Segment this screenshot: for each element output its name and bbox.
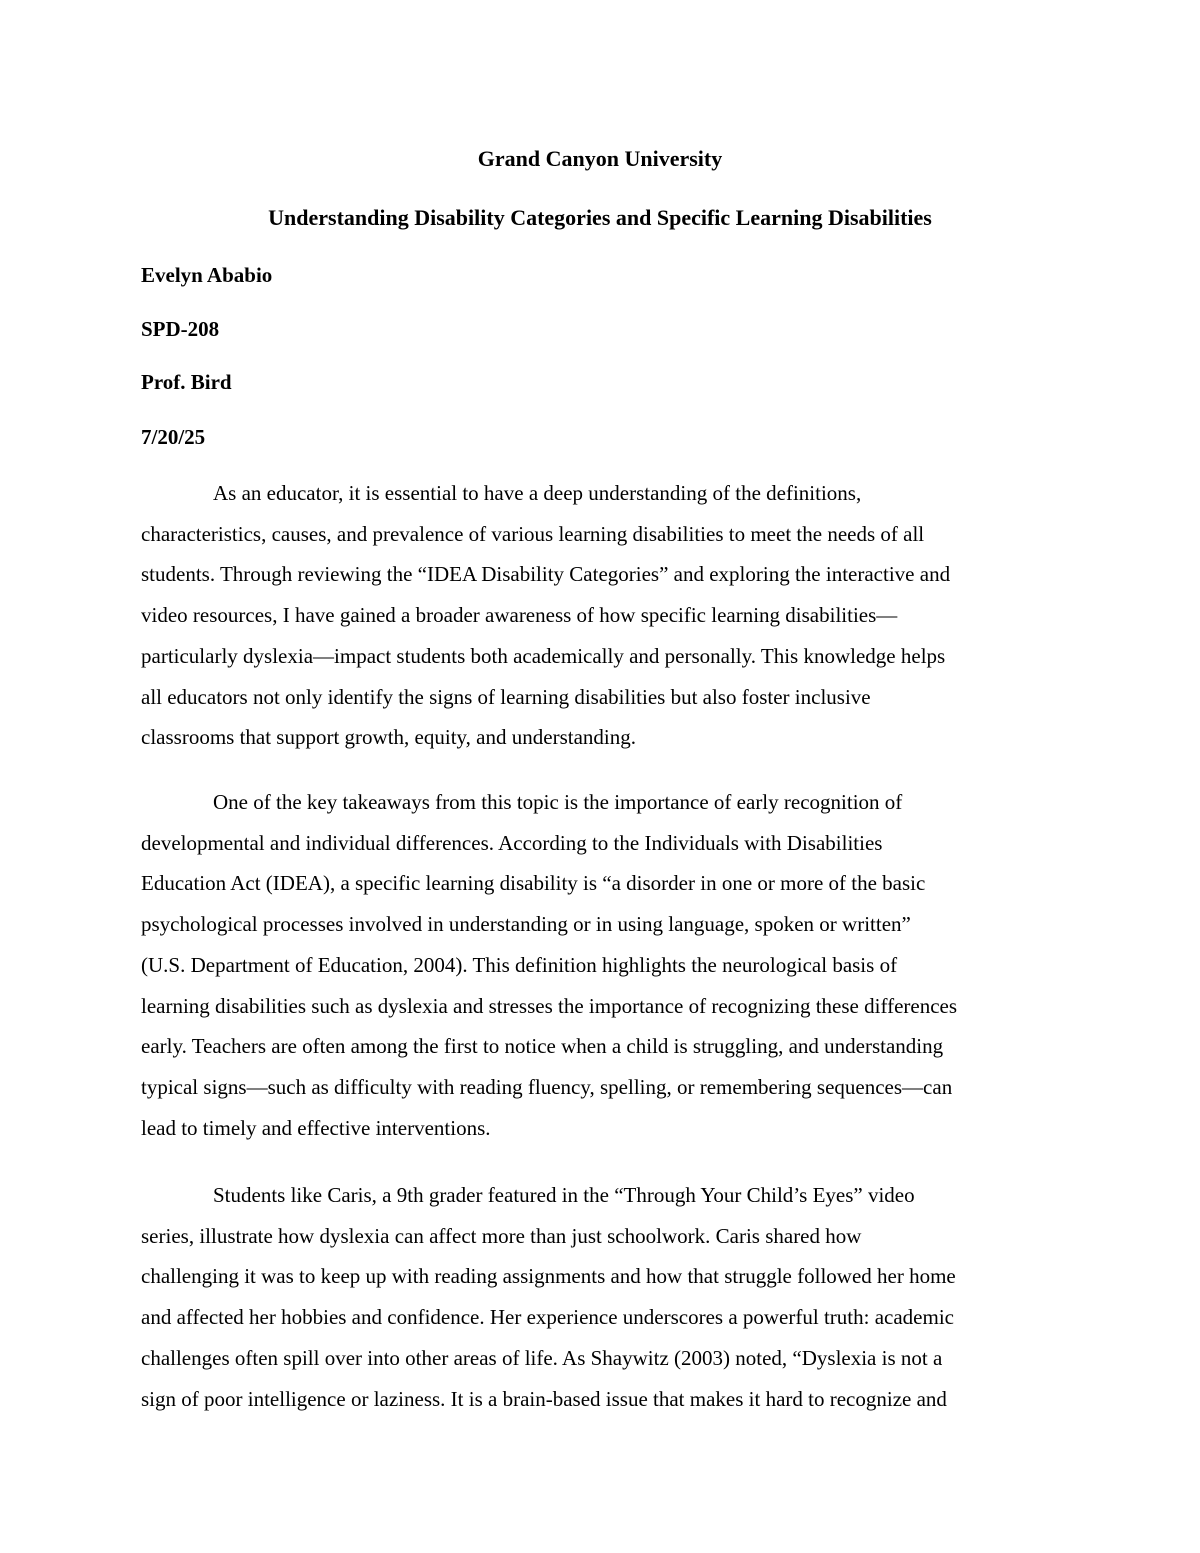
paragraph-line: typical signs—such as difficulty with reading fluency, spelling, or remembering sequences—can bbox=[141, 1074, 953, 1099]
paragraph-line: video resources, I have gained a broader awareness of how specific learning disabilities— bbox=[141, 603, 898, 628]
paragraph-line: learning disabilities such as dyslexia and stresses the importance of recognizing these differences bbox=[141, 993, 958, 1018]
paragraph-line: Education Act (IDEA), a specific learning disability is “a disorder in one or more of the basic bbox=[141, 871, 926, 896]
paragraph-2 bbox=[141, 782, 1061, 1148]
paragraph-1 bbox=[141, 473, 1061, 758]
paragraph-line: challenges often spill over into other areas of life. As Shaywitz (2003) noted, “Dyslexia is not a bbox=[141, 1345, 943, 1370]
course-code: SPD-208 bbox=[141, 317, 220, 341]
document-title: Understanding Disability Categories and Specific Learning Disabilities bbox=[268, 205, 932, 230]
paragraph-line: Students like Caris, a 9th grader featured in the “Through Your Child’s Eyes” video bbox=[213, 1183, 915, 1207]
paragraph-line: series, illustrate how dyslexia can affect more than just schoolwork. Caris shared how bbox=[141, 1223, 862, 1248]
paragraph-line: students. Through reviewing the “IDEA Disability Categories” and exploring the interactive and bbox=[141, 562, 951, 587]
paragraph-line: and affected her hobbies and confidence. Her experience underscores a powerful truth: academic bbox=[141, 1305, 954, 1330]
paragraph-line: classrooms that support growth, equity, and understanding. bbox=[141, 725, 636, 750]
institution-heading: Grand Canyon University bbox=[477, 146, 723, 171]
paragraph-line: sign of poor intelligence or laziness. It is a brain-based issue that makes it hard to recognize and bbox=[141, 1386, 947, 1411]
paragraph-line: (U.S. Department of Education, 2004). This definition highlights the neurological basis of bbox=[141, 952, 898, 977]
paragraph-line: characteristics, causes, and prevalence of various learning disabilities to meet the needs of all bbox=[141, 521, 925, 546]
paragraph-line: psychological processes involved in understanding or in using language, spoken or written” bbox=[141, 912, 911, 937]
document-date: 7/20/25 bbox=[141, 425, 206, 449]
author-name: Evelyn Ababio bbox=[141, 263, 273, 287]
paragraph-line: As an educator, it is essential to have a deep understanding of the definitions, bbox=[213, 481, 862, 505]
paragraph-line: developmental and individual differences. According to the Individuals with Disabilities bbox=[141, 830, 883, 855]
paragraph-line: early. Teachers are often among the first to notice when a child is struggling, and understanding bbox=[141, 1034, 944, 1059]
paragraph-line: lead to timely and effective interventions. bbox=[141, 1115, 491, 1140]
paragraph-line: particularly dyslexia—impact students both academically and personally. This knowledge helps bbox=[141, 643, 946, 668]
instructor-name: Prof. Bird bbox=[141, 370, 232, 394]
paragraph-line: all educators not only identify the signs of learning disabilities but also foster inclusive bbox=[141, 684, 871, 709]
paragraph-3 bbox=[141, 1175, 1061, 1419]
paragraph-line: One of the key takeaways from this topic is the importance of early recognition of bbox=[213, 790, 903, 814]
paragraph-line: challenging it was to keep up with reading assignments and how that struggle followed her home bbox=[141, 1264, 956, 1289]
